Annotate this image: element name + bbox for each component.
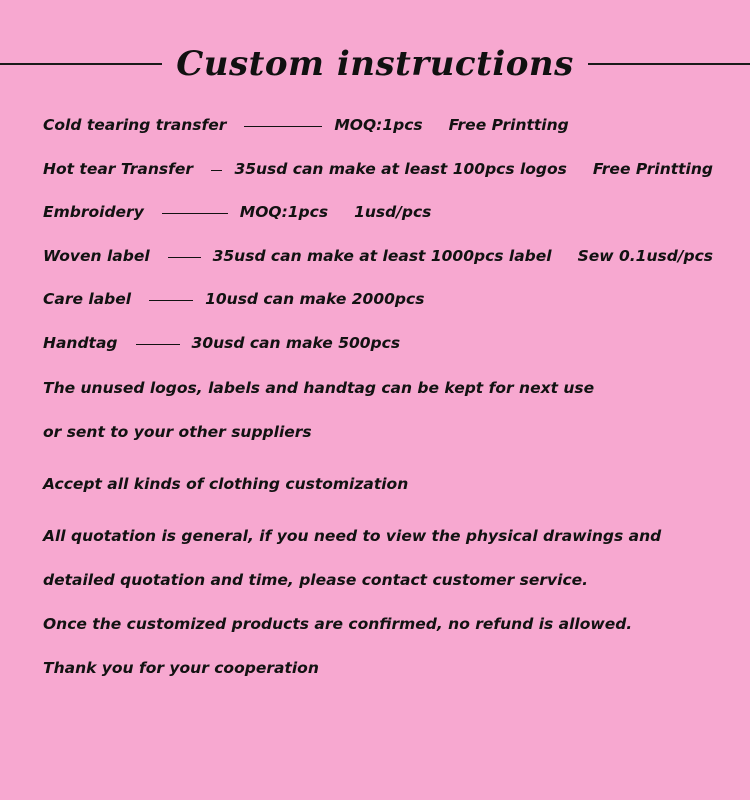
item-value: MOQ:1pcs [239,203,329,221]
item-value-secondary: Free Printting [592,159,713,178]
dash-separator-icon [162,213,228,214]
item-value: 30usd can make 500pcs [191,333,401,352]
list-item [43,205,713,221]
dash-separator-icon [149,300,193,301]
item-value-secondary: Sew 0.1usd/pcs [577,246,713,265]
item-value: 35usd can make at least 1000pcs label [212,246,552,265]
list-item [43,159,713,178]
title-row [0,44,750,84]
title-rule-left [0,63,162,65]
note-line: Once the customized products are confirmed, no refund is allowed. [43,615,633,633]
item-value: 10usd can make 2000pcs [205,290,425,308]
dash-separator-icon [244,126,322,127]
item-value-secondary: 1usd/pcs [354,203,432,221]
dash-separator-icon [168,257,201,258]
item-label: Care label [43,290,132,308]
instructions-body [43,118,713,677]
list-item [43,333,713,352]
note-line: Accept all kinds of clothing customization [43,475,409,493]
note-line: All quotation is general, if you need to view the physical drawings and [43,527,662,545]
item-label: Handtag [43,333,118,352]
page-title: Custom instructions [176,44,574,84]
dash-separator-icon [136,344,180,345]
item-label: Cold tearing transfer [43,116,227,134]
list-item [43,118,713,134]
note-line: The unused logos, labels and handtag can be kept for next use [43,379,595,397]
notes-paragraphs [43,379,713,677]
title-rule-right [588,63,750,65]
note-line: detailed quotation and time, please contact customer service. [43,571,589,589]
dash-separator-icon [211,170,222,171]
item-value-secondary: Free Printting [448,116,569,134]
list-item [43,292,713,308]
note-line: or sent to your other suppliers [43,423,312,441]
item-value: MOQ:1pcs [334,116,423,134]
item-label: Embroidery [43,203,144,221]
item-label: Hot tear Transfer [43,159,193,178]
item-label: Woven label [43,246,150,265]
list-item [43,246,713,265]
note-line: Thank you for your cooperation [43,659,319,677]
item-value: 35usd can make at least 100pcs logos [234,159,567,178]
